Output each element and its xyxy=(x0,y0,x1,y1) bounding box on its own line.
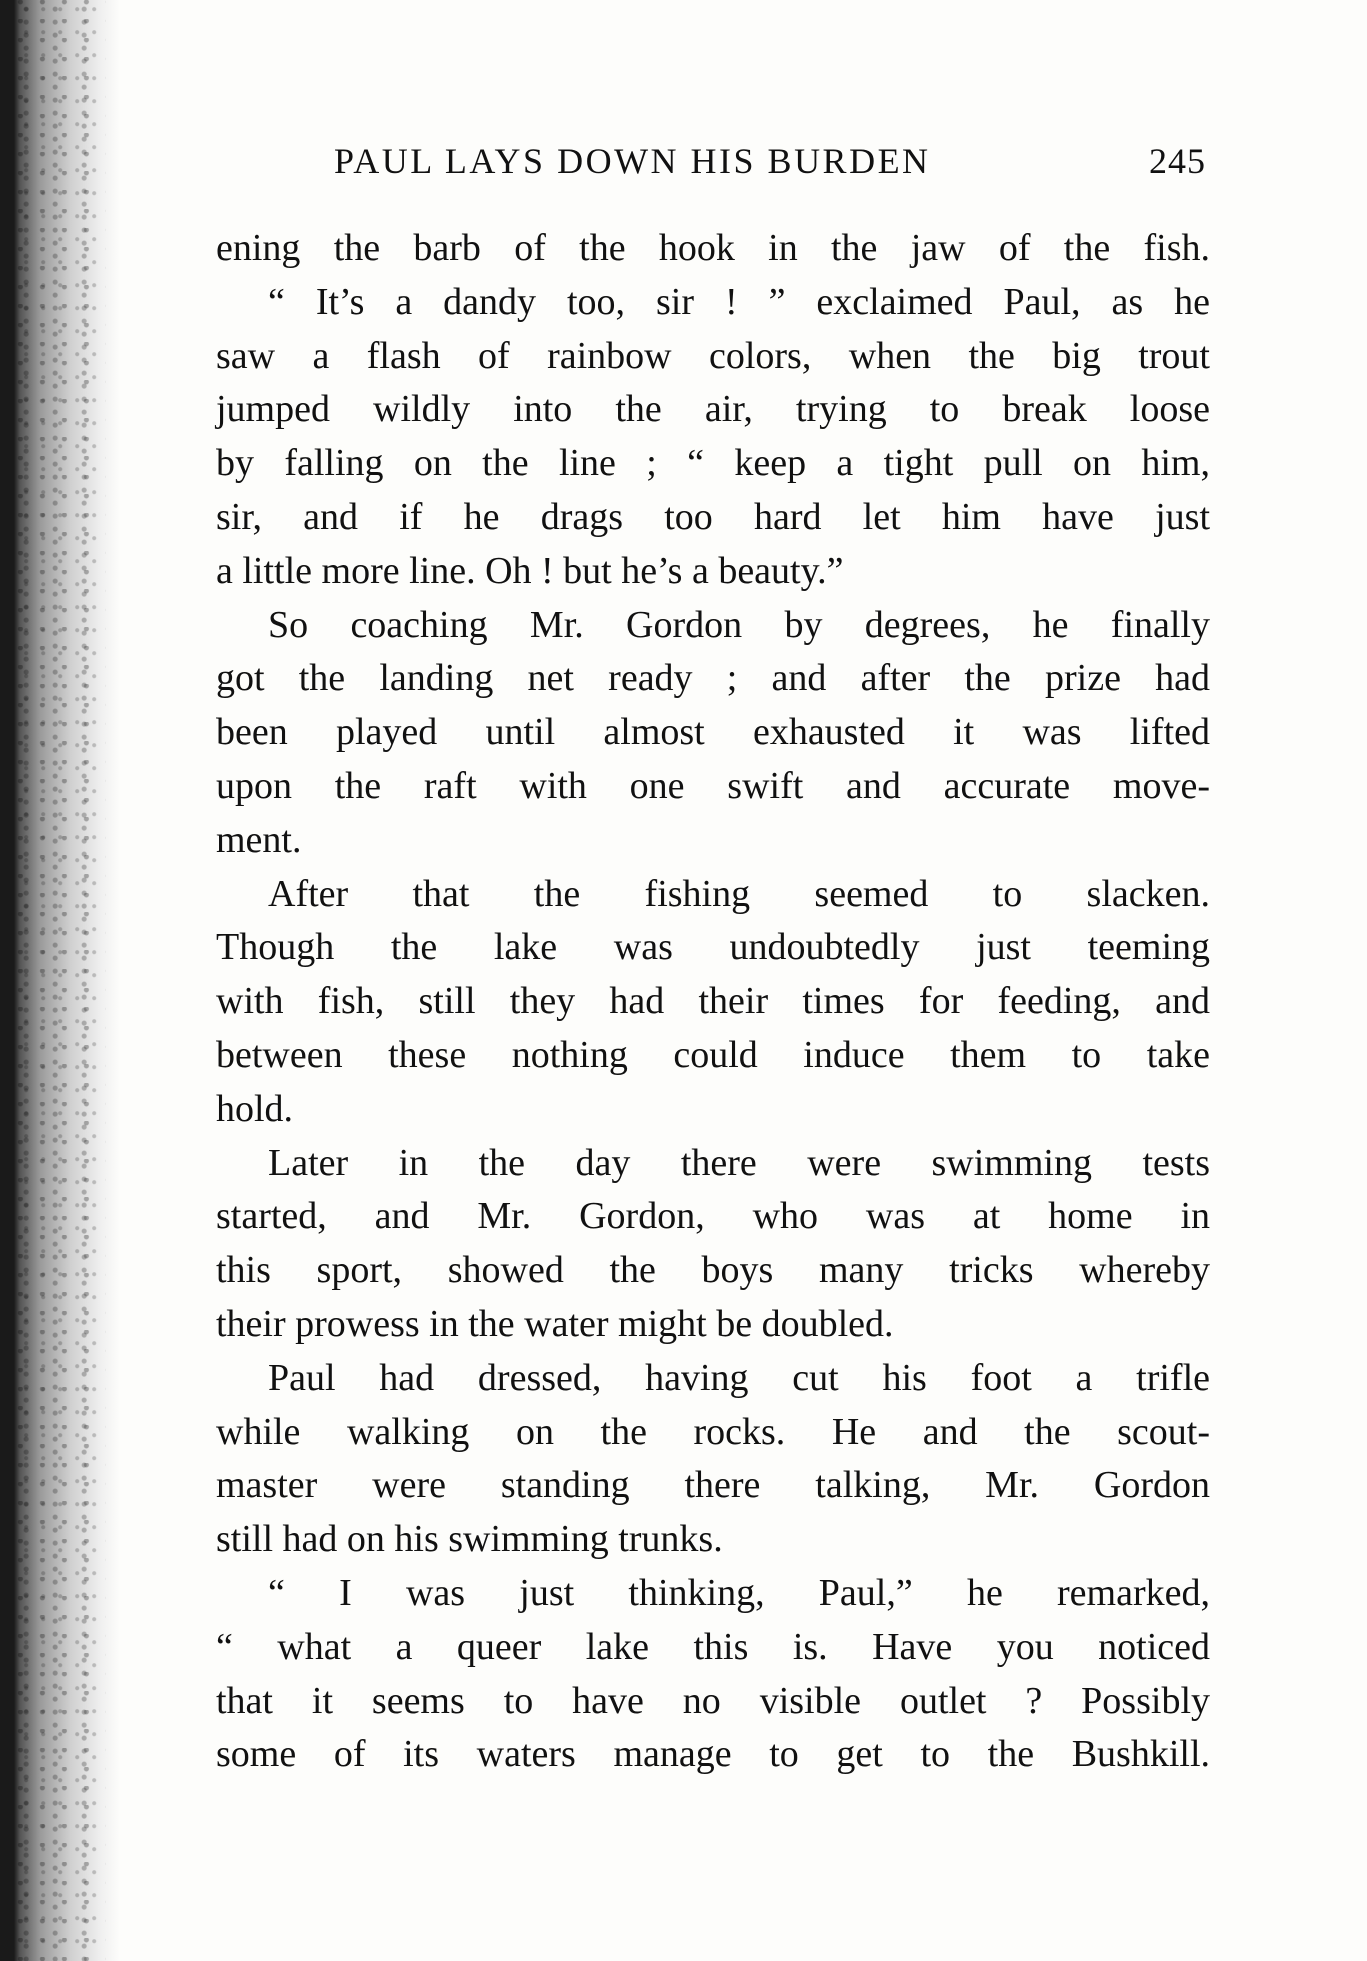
text-line: by falling on the line ; “ keep a tight pull on him, xyxy=(216,442,1210,485)
text-line: jumped wildly into the air, trying to break loose xyxy=(216,388,1210,431)
text-line: upon the raft with one swift and accurate move- xyxy=(216,764,1210,807)
text-line: between these nothing could induce them to take xyxy=(216,1033,1210,1076)
text-line: still had on his swimming trunks. xyxy=(216,1518,723,1561)
body-text xyxy=(216,222,1210,1782)
text-line: master were standing there talking, Mr. Gordon xyxy=(216,1464,1210,1507)
text-line: Paul had dressed, having cut his foot a trifle xyxy=(268,1356,1210,1399)
text-line: their prowess in the water might be doubled. xyxy=(216,1302,894,1345)
running-title: PAUL LAYS DOWN HIS BURDEN xyxy=(334,141,931,181)
text-line: been played until almost exhausted it was lifted xyxy=(216,711,1210,754)
text-line: “ I was just thinking, Paul,” he remarked, xyxy=(268,1571,1210,1614)
text-line: started, and Mr. Gordon, who was at home in xyxy=(216,1195,1210,1238)
text-line: got the landing net ready ; and after the prize had xyxy=(216,657,1210,700)
text-line: “ what a queer lake this is. Have you noticed xyxy=(216,1625,1210,1668)
text-line: that it seems to have no visible outlet ? Possibly xyxy=(216,1679,1210,1722)
text-line: with fish, still they had their times for feeding, and xyxy=(216,980,1210,1023)
text-line: After that the fishing seemed to slacken. xyxy=(268,872,1210,915)
text-line: while walking on the rocks. He and the scout- xyxy=(216,1410,1210,1453)
text-line: Though the lake was undoubtedly just teeming xyxy=(216,926,1210,969)
text-line: ment. xyxy=(216,818,302,861)
text-line: ening the barb of the hook in the jaw of the fish. xyxy=(216,227,1210,269)
text-line: this sport, showed the boys many tricks whereby xyxy=(216,1249,1210,1292)
text-line: So coaching Mr. Gordon by degrees, he finally xyxy=(268,603,1210,646)
text-line: sir, and if he drags too hard let him have just xyxy=(216,495,1210,538)
text-line: “ It’s a dandy too, sir ! ” exclaimed Paul, as he xyxy=(268,280,1210,323)
running-header xyxy=(334,136,1214,186)
text-line: saw a flash of rainbow colors, when the big trout xyxy=(216,334,1210,377)
scan-noise xyxy=(16,0,106,1961)
text-line: a little more line. Oh ! but he’s a beauty.” xyxy=(216,549,844,592)
page-number: 245 xyxy=(1149,141,1206,181)
text-line: some of its waters manage to get to the Bushkill. xyxy=(216,1733,1210,1776)
text-line: hold. xyxy=(216,1087,294,1130)
text-line: Later in the day there were swimming tests xyxy=(268,1141,1210,1184)
